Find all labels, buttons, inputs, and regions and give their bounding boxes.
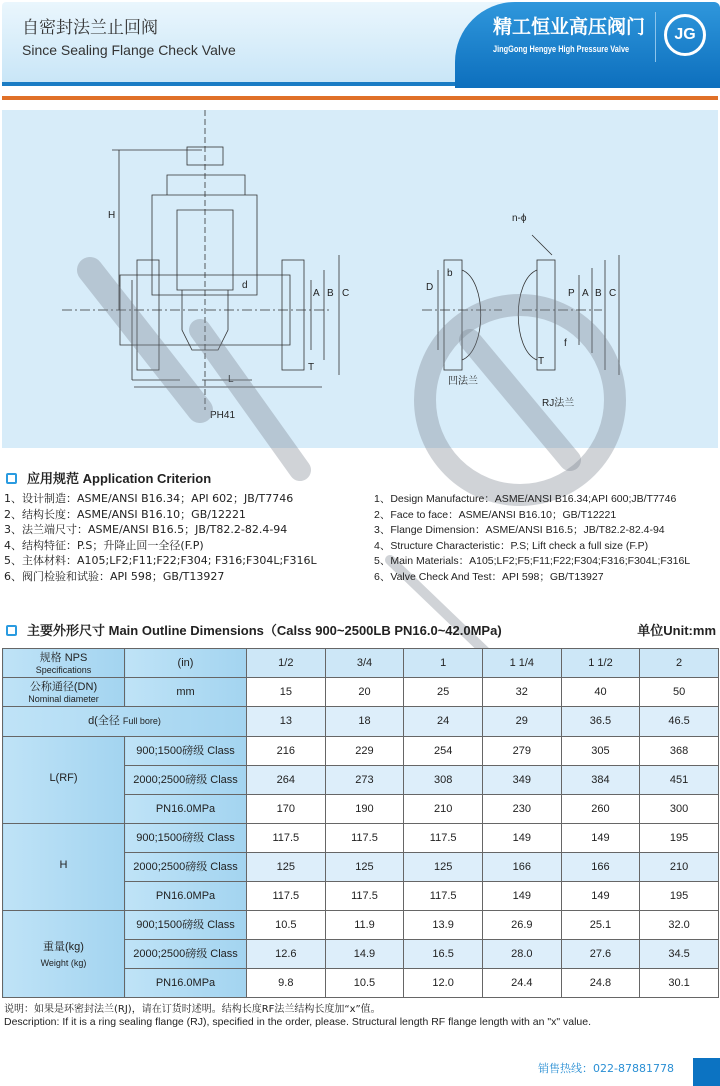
table-cell: 210 (640, 853, 719, 882)
class-label: 900;1500磅级 Class (125, 737, 247, 766)
criterion-item: 5、Main Materials：A105;LF2;F5;F11;F22;F304;F316;F304L;F316L (374, 555, 691, 568)
table-cell: 12.0 (404, 969, 483, 998)
checkbox-square-icon (6, 473, 17, 484)
table-cell: 24.8 (561, 969, 640, 998)
table-cell: 1 1/2 (561, 649, 640, 678)
table-cell: 9.8 (247, 969, 326, 998)
page-title-en: Since Sealing Flange Check Valve (22, 42, 236, 58)
table-cell: 149 (561, 882, 640, 911)
table-cell: 305 (561, 737, 640, 766)
table-cell: 125 (247, 853, 326, 882)
table-cell: 125 (404, 853, 483, 882)
group-label-cn: H (59, 858, 68, 871)
table-cell: 36.5 (561, 707, 640, 737)
model-label: PH41 (210, 410, 236, 421)
label-cn: 规格 NPS (39, 651, 88, 664)
divider (655, 12, 656, 62)
table-cell: 32 (482, 678, 561, 707)
table-cell: 117.5 (404, 882, 483, 911)
table-cell: 300 (640, 795, 719, 824)
criterion-item: 5、主体材料：A105;LF2;F11;F22;F304; F316;F304L;F316L (4, 554, 317, 568)
table-cell: 26.9 (482, 911, 561, 940)
table-cell: 11.9 (325, 911, 404, 940)
table-cell: 1/2 (247, 649, 326, 678)
table-cell: 308 (404, 766, 483, 795)
table-cell: 10.5 (325, 969, 404, 998)
group-label (3, 911, 125, 998)
label-T2: T (538, 356, 545, 367)
table-cell: 25 (404, 678, 483, 707)
table-cell: 25.1 (561, 911, 640, 940)
dimensions-section (2, 648, 720, 1029)
dimensions-heading-text: 主要外形尺寸 Main Outline Dimensions（Calss 900~2500LB PN16.0~42.0MPa) (27, 623, 502, 638)
table-cell: 254 (404, 737, 483, 766)
dimensions-table (2, 648, 719, 998)
criterion-item: 4、Structure Characteristic：P.S; Lift check a full size (F.P) (374, 539, 649, 552)
valve-drawing (2, 110, 718, 448)
group-label-cn: 重量(kg) (43, 940, 84, 953)
table-cell: 10.5 (247, 911, 326, 940)
label-cn: 公称通径(DN) (29, 680, 98, 693)
table-cell: 1 (404, 649, 483, 678)
class-label: 2000;2500磅级 Class (125, 853, 247, 882)
label-P: P (568, 288, 575, 299)
table-cell: 3/4 (325, 649, 404, 678)
table-cell: 18 (325, 707, 404, 737)
brand-name-en: JingGong Hengye High Pressure Valve (493, 44, 630, 54)
criterion-item: 6、Valve Check And Test：API 598；GB/T13927 (374, 570, 604, 583)
label-A: A (313, 288, 320, 299)
table-cell: 2 (640, 649, 719, 678)
table-cell: 28.0 (482, 940, 561, 969)
table-cell: 24 (404, 707, 483, 737)
note-cn: 说明：如果是环密封法兰(RJ)，请在订货时述明。结构长度RF法兰结构长度加“x”值。 (4, 1004, 381, 1015)
table-cell: 20 (325, 678, 404, 707)
table-cell: 279 (482, 737, 561, 766)
class-label: 2000;2500磅级 Class (125, 940, 247, 969)
table-cell: 149 (561, 824, 640, 853)
table-cell: 451 (640, 766, 719, 795)
criterion-item: 1、Design Manufacture：ASME/ANSI B16.34;API 600;JB/T7746 (374, 493, 677, 505)
table-cell: 117.5 (404, 824, 483, 853)
table-cell: 264 (247, 766, 326, 795)
criterion-item: 2、Face to face：ASME/ANSI B16.10；GB/T12221 (374, 508, 617, 521)
label-T: T (308, 362, 315, 373)
label-A2: A (582, 288, 589, 299)
class-label: PN16.0MPa (125, 882, 247, 911)
table-cell: 13.9 (404, 911, 483, 940)
table-cell: 32.0 (640, 911, 719, 940)
table-cell: 190 (325, 795, 404, 824)
unit-label: 单位Unit:mm (637, 623, 716, 638)
table-cell: 12.6 (247, 940, 326, 969)
table-cell: 349 (482, 766, 561, 795)
label-H: H (108, 210, 116, 221)
footer-accent-block (693, 1058, 720, 1086)
group-label-cn: L(RF) (49, 771, 78, 784)
table-cell: 16.5 (404, 940, 483, 969)
table-cell: 195 (640, 824, 719, 853)
company-logo-icon: JG (664, 14, 706, 56)
table-row (3, 737, 719, 766)
page-title-cn: 自密封法兰止回阀 (22, 18, 158, 38)
table-cell: 50 (640, 678, 719, 707)
table-cell: 14.9 (325, 940, 404, 969)
table-cell: 13 (247, 707, 326, 737)
class-label: PN16.0MPa (125, 969, 247, 998)
table-cell: 166 (482, 853, 561, 882)
recess-flange-label: 凹法兰 (448, 376, 478, 387)
table-cell: 170 (247, 795, 326, 824)
criterion-item: 3、Flange Dimension：ASME/ANSI B16.5；JB/T82.2-82.4-94 (374, 524, 665, 537)
label-f: f (564, 338, 567, 349)
criterion-item: 6、阀门检验和试验：API 598；GB/T13927 (4, 569, 225, 583)
table-cell: 117.5 (325, 882, 404, 911)
criterion-heading-text: 应用规范 Application Criterion (27, 471, 212, 486)
table-cell: 1 1/4 (482, 649, 561, 678)
label-C2: C (609, 288, 617, 299)
table-cell: 125 (325, 853, 404, 882)
label-n-phi: n-ϕ (512, 213, 527, 224)
nps-unit: (in) (125, 649, 247, 678)
table-cell: 29 (482, 707, 561, 737)
table-cell: 34.5 (640, 940, 719, 969)
note-en: Description: If it is a ring sealing flange (RJ), specified in the order, please. Structural length RF flange length with an "x" value. (4, 1016, 592, 1028)
label-b: b (447, 268, 453, 279)
criterion-item: 4、结构特征：P.S；升降止回一全径(F.P) (4, 538, 204, 552)
label-B2: B (595, 288, 602, 299)
table-cell: 24.4 (482, 969, 561, 998)
table-cell: 384 (561, 766, 640, 795)
criterion-list-cn (4, 491, 317, 585)
table-cell: 210 (404, 795, 483, 824)
bore-label (3, 707, 247, 737)
table-cell: 229 (325, 737, 404, 766)
criterion-item: 3、法兰端尺寸：ASME/ANSI B16.5；JB/T82.2-82.4-94 (4, 523, 288, 537)
accent-line (2, 96, 718, 100)
sales-hotline: 销售热线：022-87881778 (538, 1062, 674, 1075)
table-row (3, 707, 719, 737)
criterion-item: 2、结构长度：ASME/ANSI B16.10；GB/12221 (4, 507, 246, 521)
table-cell: 216 (247, 737, 326, 766)
table-cell: 195 (640, 882, 719, 911)
table-cell: 117.5 (325, 824, 404, 853)
group-label (3, 737, 125, 824)
table-cell: 149 (482, 824, 561, 853)
table-cell: 117.5 (247, 824, 326, 853)
rj-flange-label: RJ法兰 (542, 398, 575, 409)
label-cn: d(全径 (88, 715, 120, 727)
class-label: 2000;2500磅级 Class (125, 766, 247, 795)
dn-label (3, 678, 125, 707)
nps-label (3, 649, 125, 678)
table-cell: 166 (561, 853, 640, 882)
label-C: C (342, 288, 350, 299)
table-cell: 230 (482, 795, 561, 824)
table-cell: 368 (640, 737, 719, 766)
table-cell: 149 (482, 882, 561, 911)
class-label: 900;1500磅级 Class (125, 824, 247, 853)
label-en: Nominal diameter (28, 693, 99, 704)
table-row (3, 824, 719, 853)
criterion-item: 1、设计制造：ASME/ANSI B16.34；API 602；JB/T7746 (4, 492, 294, 505)
table-row (3, 911, 719, 940)
table-cell: 15 (247, 678, 326, 707)
table-cell: 30.1 (640, 969, 719, 998)
table-row (3, 649, 719, 678)
table-cell: 46.5 (640, 707, 719, 737)
table-row (3, 678, 719, 707)
class-label: PN16.0MPa (125, 795, 247, 824)
table-cell: 40 (561, 678, 640, 707)
label-d: d (242, 280, 248, 291)
label-en: Full bore) (122, 716, 161, 726)
class-label: 900;1500磅级 Class (125, 911, 247, 940)
table-cell: 27.6 (561, 940, 640, 969)
label-en: Specifications (35, 664, 92, 675)
label-L: L (228, 374, 234, 385)
group-label-en: Weight (kg) (40, 957, 87, 968)
brand-name-cn: 精工恒业高压阀门 (493, 16, 646, 38)
criterion-list-en (374, 492, 690, 586)
table-cell: 273 (325, 766, 404, 795)
checkbox-square-icon (6, 625, 17, 636)
group-label (3, 824, 125, 911)
table-cell: 117.5 (247, 882, 326, 911)
valve-drawing-svg (2, 110, 718, 448)
dimensions-heading (6, 623, 502, 639)
criterion-heading (6, 471, 211, 487)
label-D: D (426, 282, 434, 293)
dn-unit: mm (125, 678, 247, 707)
table-cell: 260 (561, 795, 640, 824)
label-B: B (327, 288, 334, 299)
